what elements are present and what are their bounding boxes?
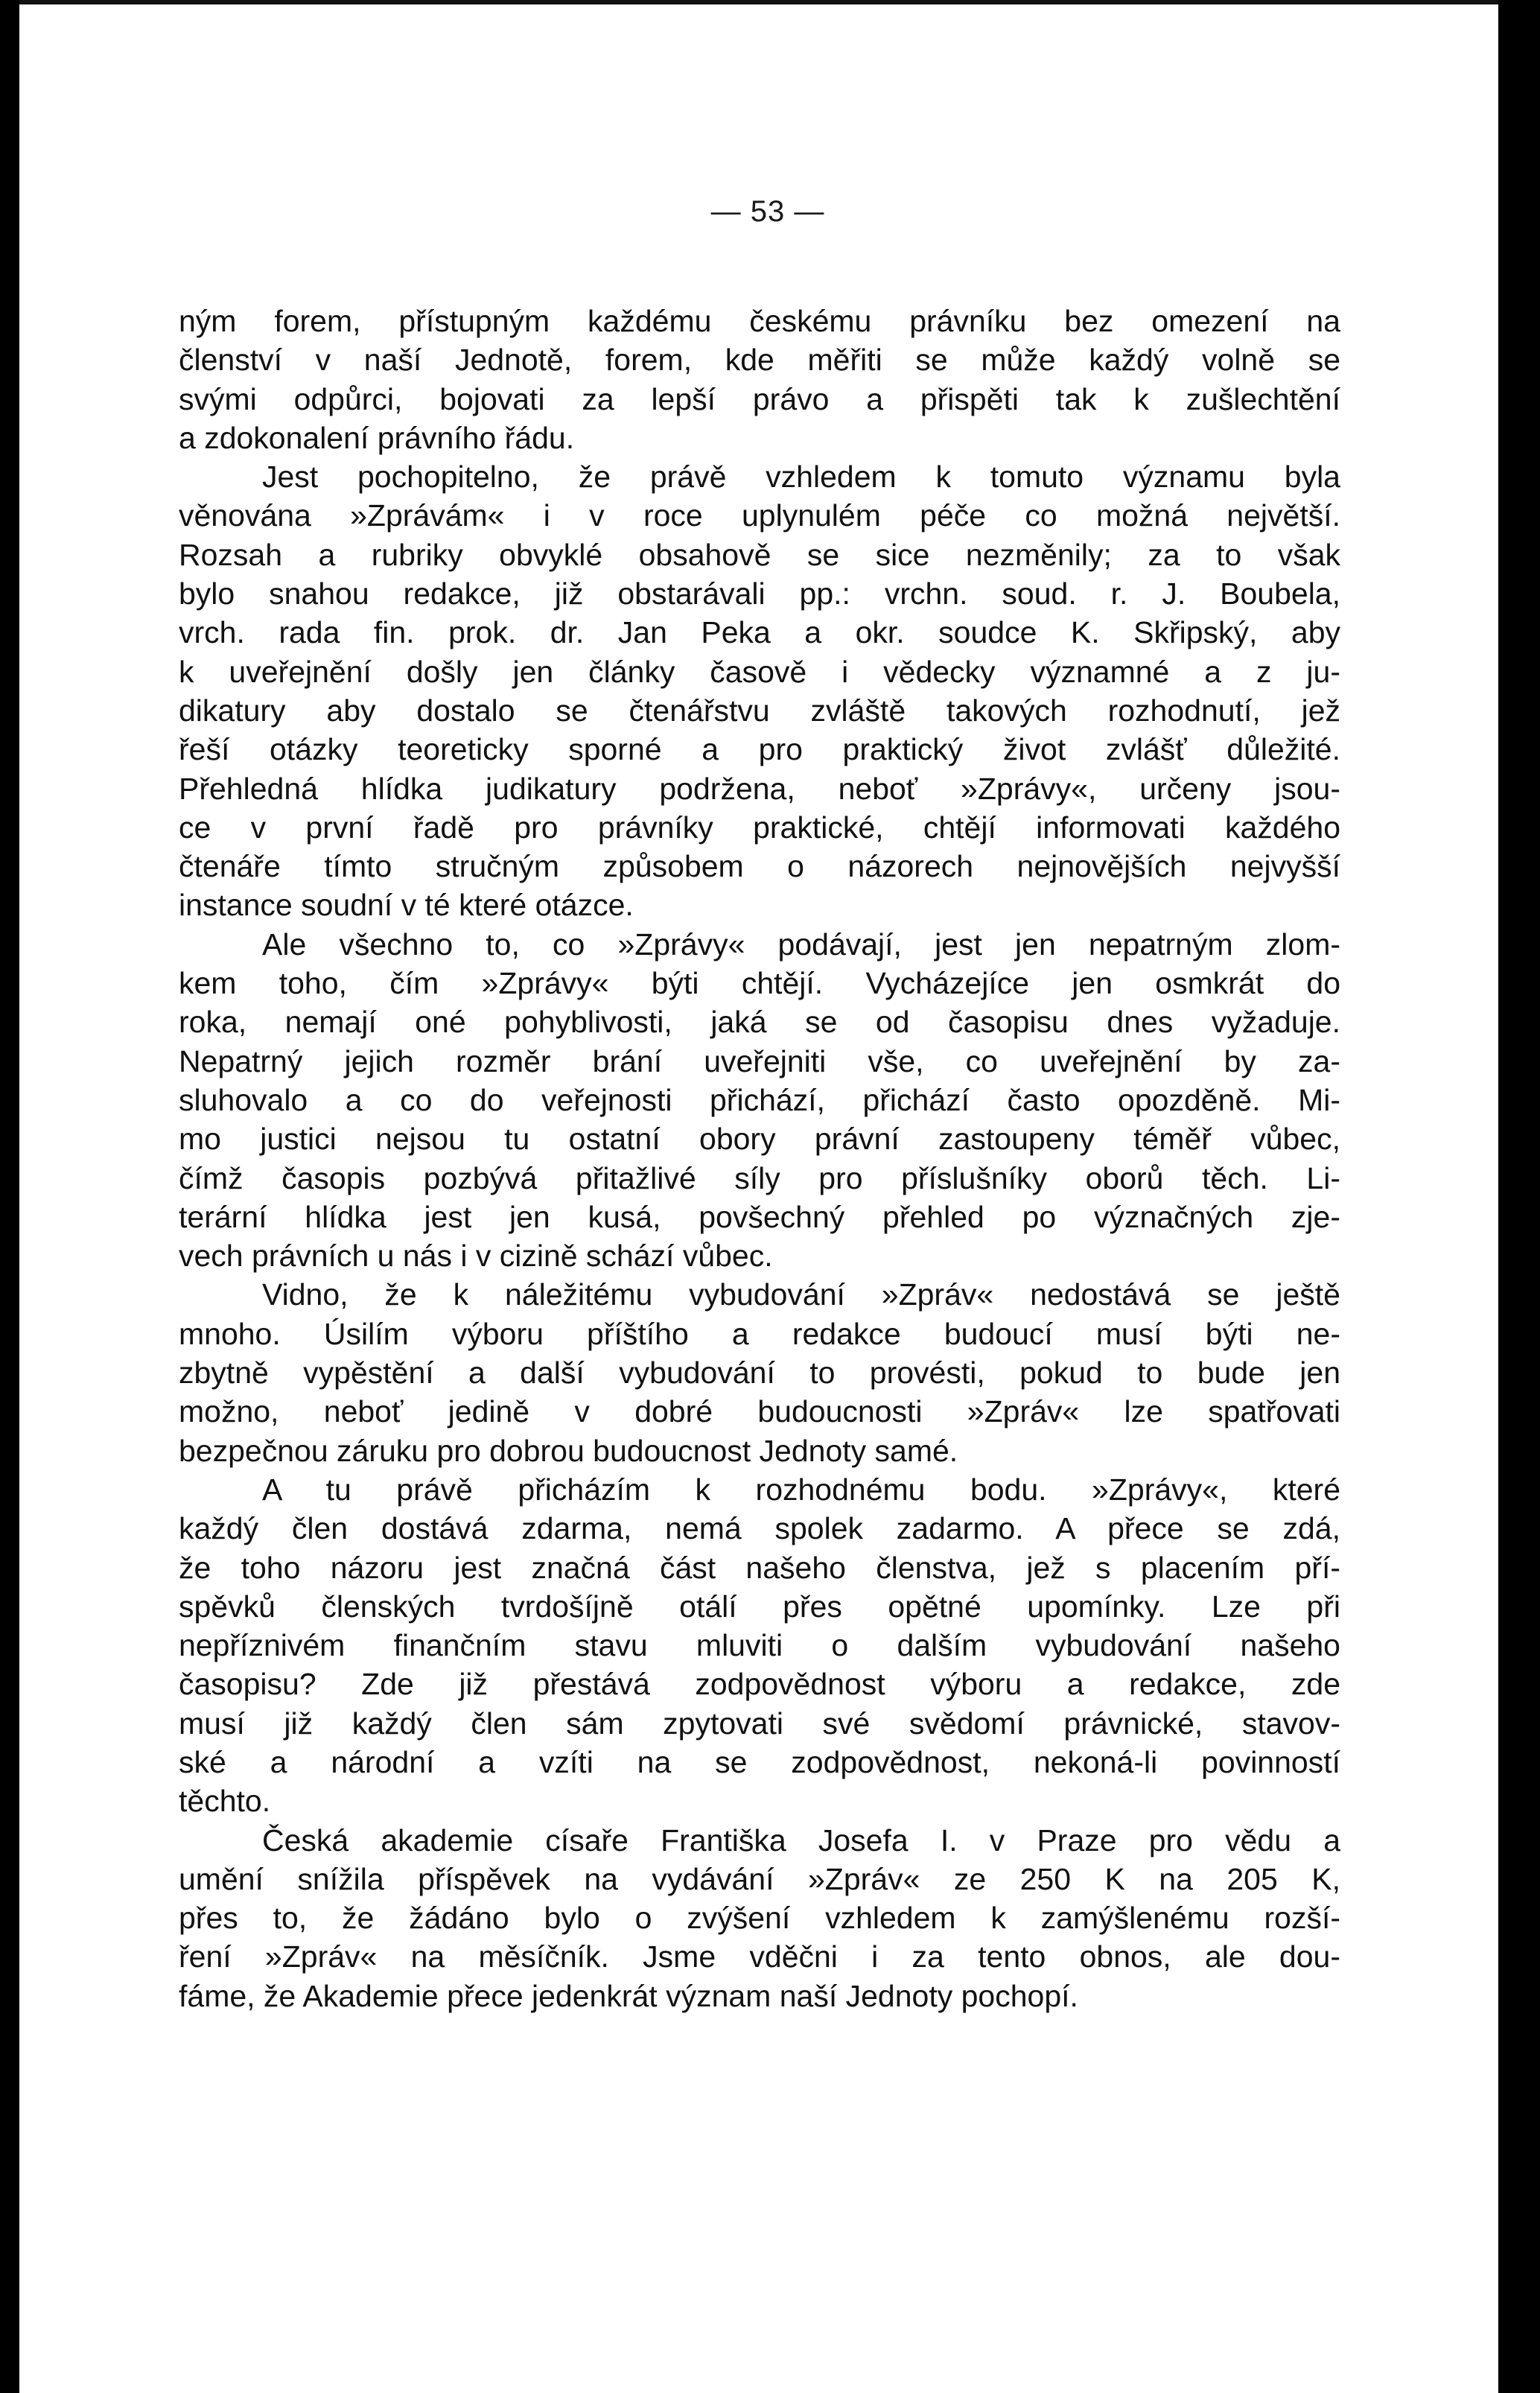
- text-line: roka, nemají oné pohyblivosti, jaká se od časopisu dnes vyžaduje.: [179, 1005, 1340, 1040]
- text-line: Vidno, že k náležitému vybudování »Zpráv« nedostává se ještě: [262, 1277, 1340, 1312]
- text-line: Česká akademie císaře Františka Josefa I. v Praze pro vědu a: [262, 1822, 1340, 1857]
- text-line: a zdokonalení právního řádu.: [179, 420, 575, 455]
- paragraph: [179, 457, 1340, 925]
- text-line: čtenáře tímto stručným způsobem o názorech nejnovějších nejvyšší: [179, 849, 1340, 884]
- text-line: mo justici nejsou tu ostatní obory právní zastoupeny téměř vůbec,: [179, 1122, 1340, 1157]
- text-line: sluhovalo a co do veřejnosti přichází, přichází často opozděně. Mi-: [179, 1082, 1340, 1117]
- text-line: bylo snahou redakce, již obstarávali pp.: vrchn. soud. r. J. Boubela,: [179, 576, 1340, 611]
- text-line: k uveřejnění došly jen články časově i vědecky významné a z ju-: [179, 654, 1340, 689]
- text-line: mnoho. Úsilím výboru příštího a redakce budoucí musí býti ne-: [179, 1316, 1340, 1351]
- scan-right-border: [1498, 0, 1516, 2393]
- paragraph: [179, 1821, 1340, 2015]
- paragraph: [179, 302, 1340, 457]
- text-line: čímž časopis pozbývá přitažlivé síly pro příslušníky oborů těch. Li-: [179, 1160, 1340, 1195]
- text-line: vech právních u nás i v cizině schází vůbec.: [179, 1239, 773, 1274]
- text-line: umění snížila příspěvek na vydávání »Zpráv« ze 250 K na 205 K,: [179, 1861, 1340, 1896]
- paragraph: [179, 1275, 1340, 1469]
- text-line: ské a národní a vzíti na se zodpovědnost, nekoná-li povinností: [179, 1744, 1340, 1779]
- text-line: Ale všechno to, co »Zprávy« podávají, jest jen nepatrným zlom-: [262, 927, 1340, 962]
- text-line: kem toho, čím »Zprávy« býti chtějí. Vycházejíce jen osmkrát do: [179, 966, 1340, 1001]
- document-page: [19, 0, 1516, 2393]
- text-line: fáme, že Akademie přece jedenkrát význam naší Jednoty pochopí.: [179, 1978, 1078, 2013]
- text-line: řeší otázky teoreticky sporné a pro praktický život zvlášť důležité.: [179, 732, 1340, 767]
- text-line: spěvků členských tvrdošíjně otálí přes opětné upomínky. Lze při: [179, 1589, 1340, 1624]
- text-line: bezpečnou záruku pro dobrou budoucnost Jednoty samé.: [179, 1433, 958, 1468]
- page-number: — 53 —: [710, 195, 825, 228]
- text-line: členství v naší Jednotě, forem, kde měřiti se může každý volně se: [179, 343, 1340, 378]
- text-line: dikatury aby dostalo se čtenářstvu zvláště takových rozhodnutí, jež: [179, 693, 1340, 728]
- text-line: každý člen dostává zdarma, nemá spolek zadarmo. A přece se zdá,: [179, 1511, 1340, 1546]
- text-line: instance soudní v té které otázce.: [179, 888, 634, 923]
- text-line: svými odpůrci, bojovati za lepší právo a přispěti tak k zušlechtění: [179, 381, 1340, 416]
- text-line: ným forem, přístupným každému českému právníku bez omezení na: [179, 304, 1340, 338]
- paragraph: [179, 925, 1340, 1276]
- text-line: těchto.: [179, 1784, 271, 1819]
- text-line: terární hlídka jest jen kusá, povšechný přehled po význačných zje-: [179, 1199, 1340, 1234]
- text-line: musí již každý člen sám zpytovati své svědomí právnické, stavov-: [179, 1706, 1340, 1741]
- text-line: možno, neboť jedině v dobré budoucnosti »Zpráv« lze spatřovati: [179, 1394, 1340, 1429]
- body-text: [179, 302, 1340, 2015]
- text-line: přes to, že žádáno bylo o zvýšení vzhledem k zamýšlenému rozší-: [179, 1901, 1340, 1936]
- text-line: Nepatrný jejich rozměr brání uveřejniti vše, co uveřejnění by za-: [179, 1043, 1340, 1078]
- text-line: Jest pochopitelno, že právě vzhledem k tomuto významu byla: [262, 460, 1340, 495]
- top-edge-rule: [19, 0, 1516, 4]
- text-line: že toho názoru jest značná část našeho členstva, jež s placením pří-: [179, 1550, 1340, 1585]
- text-line: Rozsah a rubriky obvyklé obsahově se sice nezměnily; za to však: [179, 537, 1340, 572]
- text-line: věnována »Zprávám« i v roce uplynulém péče co možná největší.: [179, 498, 1340, 533]
- text-line: Přehledná hlídka judikatury podržena, neboť »Zprávy«, určeny jsou-: [179, 771, 1340, 806]
- text-line: ce v první řadě pro právníky praktické, chtějí informovati každého: [179, 810, 1340, 845]
- text-line: ření »Zpráv« na měsíčník. Jsme vděčni i za tento obnos, ale dou-: [179, 1939, 1340, 1974]
- text-line: nepříznivém finančním stavu mluviti o dalším vybudování našeho: [179, 1628, 1340, 1663]
- text-line: vrch. rada fin. prok. dr. Jan Peka a okr. soudce K. Skřipský, aby: [179, 615, 1340, 650]
- text-line: časopisu? Zde již přestává zodpovědnost výboru a redakce, zde: [179, 1667, 1340, 1702]
- paragraph: [179, 1470, 1340, 1821]
- text-line: A tu právě přicházím k rozhodnému bodu. »Zprávy«, které: [262, 1472, 1340, 1507]
- text-line: zbytně vypěstění a další vybudování to provésti, pokud to bude jen: [179, 1356, 1340, 1391]
